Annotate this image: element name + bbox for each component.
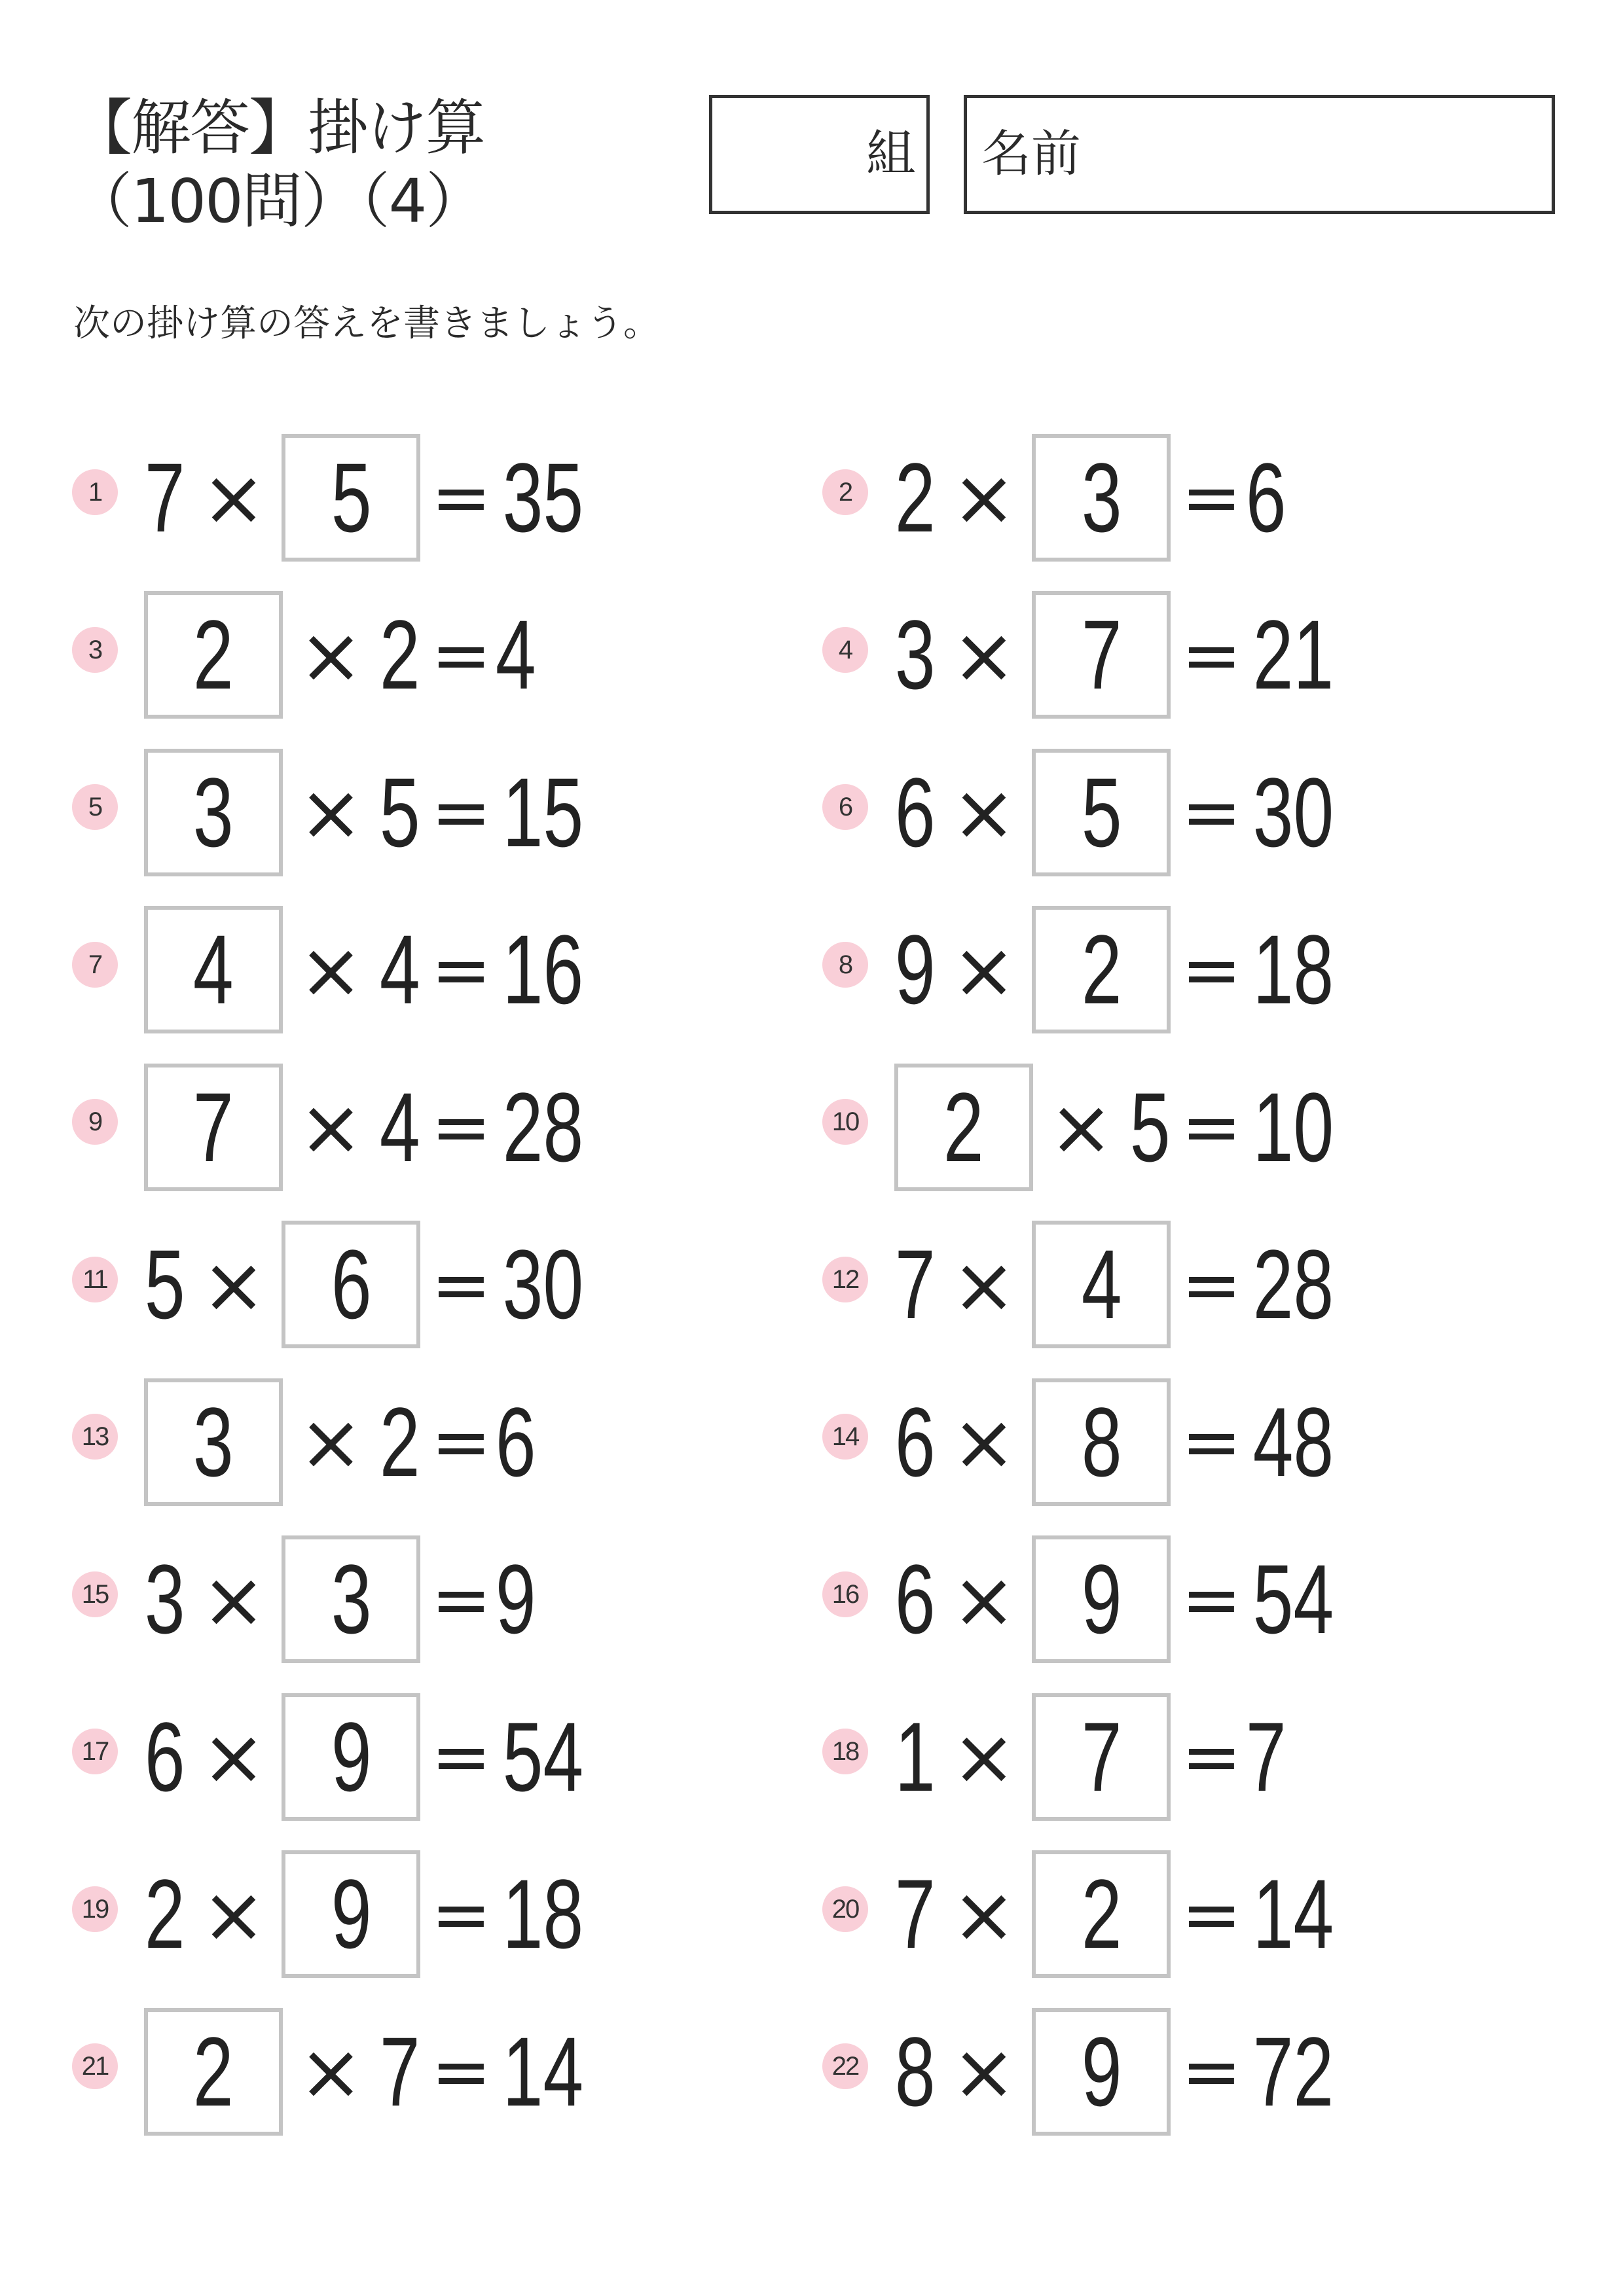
problem-item [822, 905, 1542, 1035]
result-value: 6 [496, 1386, 537, 1497]
problem-item [822, 1376, 1542, 1507]
result-value: 14 [503, 2016, 584, 2126]
times-sign: × [299, 1082, 363, 1172]
answer-box[interactable] [144, 591, 283, 719]
problem-number-badge: 18 [822, 1729, 868, 1774]
answer-box[interactable] [1032, 1850, 1171, 1978]
operand-value: 6 [144, 1701, 185, 1812]
times-sign: × [201, 1554, 266, 1645]
equals-sign: = [1181, 1557, 1242, 1641]
problem-number-badge: 2 [822, 469, 868, 515]
times-sign: × [201, 1712, 266, 1802]
answer-value: 6 [331, 1229, 372, 1339]
answer-value: 3 [193, 757, 234, 867]
problem-item [72, 2006, 792, 2137]
result-value: 54 [1253, 1544, 1334, 1654]
answer-box[interactable] [282, 1221, 420, 1348]
result-value: 16 [503, 914, 584, 1024]
problem-item [72, 1849, 792, 1980]
answer-box[interactable] [894, 1064, 1033, 1191]
times-sign: × [201, 1869, 266, 1960]
problem-item [72, 1691, 792, 1822]
times-sign: × [299, 1397, 363, 1487]
instruction-text: 次の掛け算の答えを書きましょう。 [73, 302, 660, 345]
result-value: 6 [1246, 442, 1287, 552]
problem-expression [894, 747, 1341, 878]
answer-value: 7 [193, 1071, 234, 1182]
equals-sign: = [1181, 1872, 1242, 1956]
equals-sign: = [1181, 1085, 1242, 1169]
operand-value: 2 [379, 600, 420, 709]
operand-value: 5 [144, 1229, 185, 1339]
answer-value: 2 [193, 2016, 234, 2126]
problem-number-badge: 17 [72, 1729, 118, 1774]
operand-value: 3 [144, 1544, 185, 1654]
problem-number-badge: 7 [72, 942, 118, 988]
answer-value: 9 [331, 1701, 372, 1812]
answer-value: 5 [1081, 757, 1122, 867]
operand-value: 7 [379, 2016, 420, 2126]
result-value: 7 [1246, 1701, 1287, 1812]
answer-value: 2 [1081, 1859, 1122, 1969]
equals-sign: = [1181, 1715, 1242, 1799]
equals-sign: = [431, 1085, 492, 1169]
equals-sign: = [431, 1715, 492, 1799]
problem-expression [894, 432, 1287, 563]
problem-expression [144, 1849, 591, 1980]
times-sign: × [201, 452, 266, 543]
answer-box[interactable] [282, 434, 420, 562]
problem-item [72, 1534, 792, 1665]
equals-sign: = [1181, 613, 1242, 697]
answer-box[interactable] [282, 1850, 420, 1978]
problem-expression [144, 905, 591, 1035]
equals-sign: = [1181, 1242, 1242, 1327]
operand-value: 7 [144, 442, 185, 552]
operand-value: 5 [379, 757, 420, 867]
answer-value: 5 [331, 442, 372, 552]
operand-value: 3 [894, 600, 936, 709]
answer-box[interactable] [1032, 434, 1171, 562]
times-sign: × [299, 2026, 363, 2117]
times-sign: × [1049, 1082, 1114, 1172]
operand-value: 5 [1129, 1071, 1171, 1182]
problem-number-badge: 19 [72, 1886, 118, 1932]
problem-item [822, 1219, 1542, 1350]
result-value: 10 [1253, 1071, 1334, 1182]
answer-value: 9 [1081, 1544, 1122, 1654]
answer-value: 4 [1081, 1229, 1122, 1339]
operand-value: 8 [894, 2016, 936, 2126]
problem-number-badge: 12 [822, 1257, 868, 1302]
problem-item [72, 747, 792, 878]
operand-value: 6 [894, 1544, 936, 1654]
times-sign: × [951, 2026, 1017, 2117]
problem-expression [894, 905, 1341, 1035]
problem-item [72, 590, 792, 721]
problem-number-badge: 1 [72, 469, 118, 515]
operand-value: 9 [894, 914, 936, 1024]
times-sign: × [951, 1397, 1017, 1487]
result-value: 30 [1253, 757, 1334, 867]
times-sign: × [951, 1712, 1017, 1802]
equals-sign: = [431, 927, 492, 1012]
operand-value: 6 [894, 1386, 936, 1497]
problem-expression [144, 747, 591, 878]
result-value: 72 [1253, 2016, 1334, 2126]
problem-number-badge: 21 [72, 2043, 118, 2089]
problem-item [822, 747, 1542, 878]
result-value: 28 [503, 1071, 584, 1182]
problem-number-badge: 16 [822, 1571, 868, 1617]
problem-item [72, 1376, 792, 1507]
times-sign: × [299, 767, 363, 857]
answer-value: 2 [943, 1071, 984, 1182]
page-title: 【解答】掛け算（100問）（4） [72, 93, 485, 236]
equals-sign: = [431, 1242, 492, 1327]
result-value: 21 [1253, 600, 1334, 709]
equals-sign: = [431, 456, 492, 539]
equals-sign: = [431, 1557, 492, 1641]
result-value: 54 [503, 1701, 584, 1812]
answer-value: 4 [193, 914, 234, 1024]
problem-item [72, 1062, 792, 1193]
problem-expression [894, 2006, 1341, 2137]
answer-value: 3 [331, 1544, 372, 1654]
answer-box[interactable] [144, 2008, 283, 2136]
result-value: 18 [503, 1859, 584, 1969]
problem-number-badge: 14 [822, 1414, 868, 1460]
problem-item [822, 1691, 1542, 1822]
operand-value: 2 [894, 442, 936, 552]
problem-number-badge: 8 [822, 942, 868, 988]
answer-value: 9 [1081, 2016, 1122, 2126]
equals-sign: = [431, 613, 492, 697]
class-field[interactable] [709, 95, 930, 214]
equals-sign: = [431, 2030, 492, 2113]
answer-box[interactable] [1032, 591, 1171, 719]
problem-expression [144, 1062, 591, 1193]
name-label: 名前 [981, 124, 1081, 183]
problem-expression [894, 1219, 1341, 1350]
answer-value: 7 [1081, 1701, 1122, 1812]
problem-expression [144, 1534, 537, 1665]
problem-number-badge: 5 [72, 784, 118, 830]
result-value: 15 [503, 757, 584, 867]
problem-expression [894, 1691, 1287, 1822]
result-value: 18 [1253, 914, 1334, 1024]
times-sign: × [951, 924, 1017, 1015]
problem-expression [144, 1376, 537, 1507]
problem-number-badge: 15 [72, 1571, 118, 1617]
answer-box[interactable] [282, 1535, 420, 1663]
answer-box[interactable] [144, 1064, 283, 1191]
answer-value: 2 [1081, 914, 1122, 1024]
result-value: 9 [496, 1544, 537, 1654]
equals-sign: = [431, 1400, 492, 1484]
problem-number-badge: 4 [822, 627, 868, 673]
problem-number-badge: 11 [72, 1257, 118, 1302]
operand-value: 4 [379, 1071, 420, 1182]
equals-sign: = [1181, 927, 1242, 1012]
times-sign: × [951, 1239, 1017, 1330]
name-field[interactable] [964, 95, 1555, 214]
times-sign: × [201, 1239, 266, 1330]
class-label: 組 [866, 124, 916, 183]
answer-box[interactable] [144, 749, 283, 876]
problem-expression [144, 2006, 591, 2137]
times-sign: × [299, 924, 363, 1015]
equals-sign: = [1181, 456, 1242, 539]
problem-number-badge: 20 [822, 1886, 868, 1932]
answer-value: 3 [1081, 442, 1122, 552]
result-value: 30 [503, 1229, 584, 1339]
operand-value: 2 [379, 1386, 420, 1497]
problem-item [822, 1062, 1542, 1193]
operand-value: 7 [894, 1229, 936, 1339]
problem-item [72, 905, 792, 1035]
answer-box[interactable] [1032, 2008, 1171, 2136]
operand-value: 6 [894, 757, 936, 867]
equals-sign: = [431, 770, 492, 854]
problem-expression [144, 432, 591, 563]
answer-box[interactable] [1032, 1693, 1171, 1821]
operand-value: 4 [379, 914, 420, 1024]
problem-number-badge: 22 [822, 2043, 868, 2089]
answer-value: 3 [193, 1386, 234, 1497]
problem-item [822, 1534, 1542, 1665]
equals-sign: = [1181, 770, 1242, 854]
result-value: 14 [1253, 1859, 1334, 1969]
problem-number-badge: 10 [822, 1099, 868, 1145]
answer-value: 8 [1081, 1386, 1122, 1497]
result-value: 35 [503, 442, 584, 552]
result-value: 48 [1253, 1386, 1334, 1497]
problem-number-badge: 3 [72, 627, 118, 673]
problem-expression [144, 590, 537, 721]
answer-box[interactable] [144, 1378, 283, 1506]
times-sign: × [951, 452, 1017, 543]
problem-number-badge: 6 [822, 784, 868, 830]
problem-number-badge: 9 [72, 1099, 118, 1145]
result-value: 4 [496, 600, 537, 709]
problem-item [822, 590, 1542, 721]
times-sign: × [951, 767, 1017, 857]
problem-item [72, 432, 792, 563]
problem-expression [894, 1062, 1341, 1193]
problem-expression [894, 1376, 1341, 1507]
answer-box[interactable] [1032, 749, 1171, 876]
answer-box[interactable] [1032, 906, 1171, 1033]
problem-expression [144, 1219, 591, 1350]
answer-box[interactable] [1032, 1221, 1171, 1348]
equals-sign: = [1181, 2030, 1242, 2113]
times-sign: × [951, 1554, 1017, 1645]
answer-box[interactable] [1032, 1535, 1171, 1663]
answer-value: 2 [193, 600, 234, 709]
answer-value: 9 [331, 1859, 372, 1969]
times-sign: × [951, 1869, 1017, 1960]
problem-expression [894, 590, 1341, 721]
equals-sign: = [1181, 1400, 1242, 1484]
problem-item [822, 1849, 1542, 1980]
times-sign: × [299, 609, 363, 700]
operand-value: 1 [894, 1701, 936, 1812]
answer-value: 7 [1081, 600, 1122, 709]
operand-value: 7 [894, 1859, 936, 1969]
problem-item [72, 1219, 792, 1350]
problem-expression [894, 1534, 1341, 1665]
answer-box[interactable] [282, 1693, 420, 1821]
problem-item [822, 432, 1542, 563]
equals-sign: = [431, 1872, 492, 1956]
answer-box[interactable] [144, 906, 283, 1033]
problem-item [822, 2006, 1542, 2137]
times-sign: × [951, 609, 1017, 700]
operand-value: 2 [144, 1859, 185, 1969]
answer-box[interactable] [1032, 1378, 1171, 1506]
result-value: 28 [1253, 1229, 1334, 1339]
problem-number-badge: 13 [72, 1414, 118, 1460]
problem-expression [144, 1691, 591, 1822]
problem-expression [894, 1849, 1341, 1980]
